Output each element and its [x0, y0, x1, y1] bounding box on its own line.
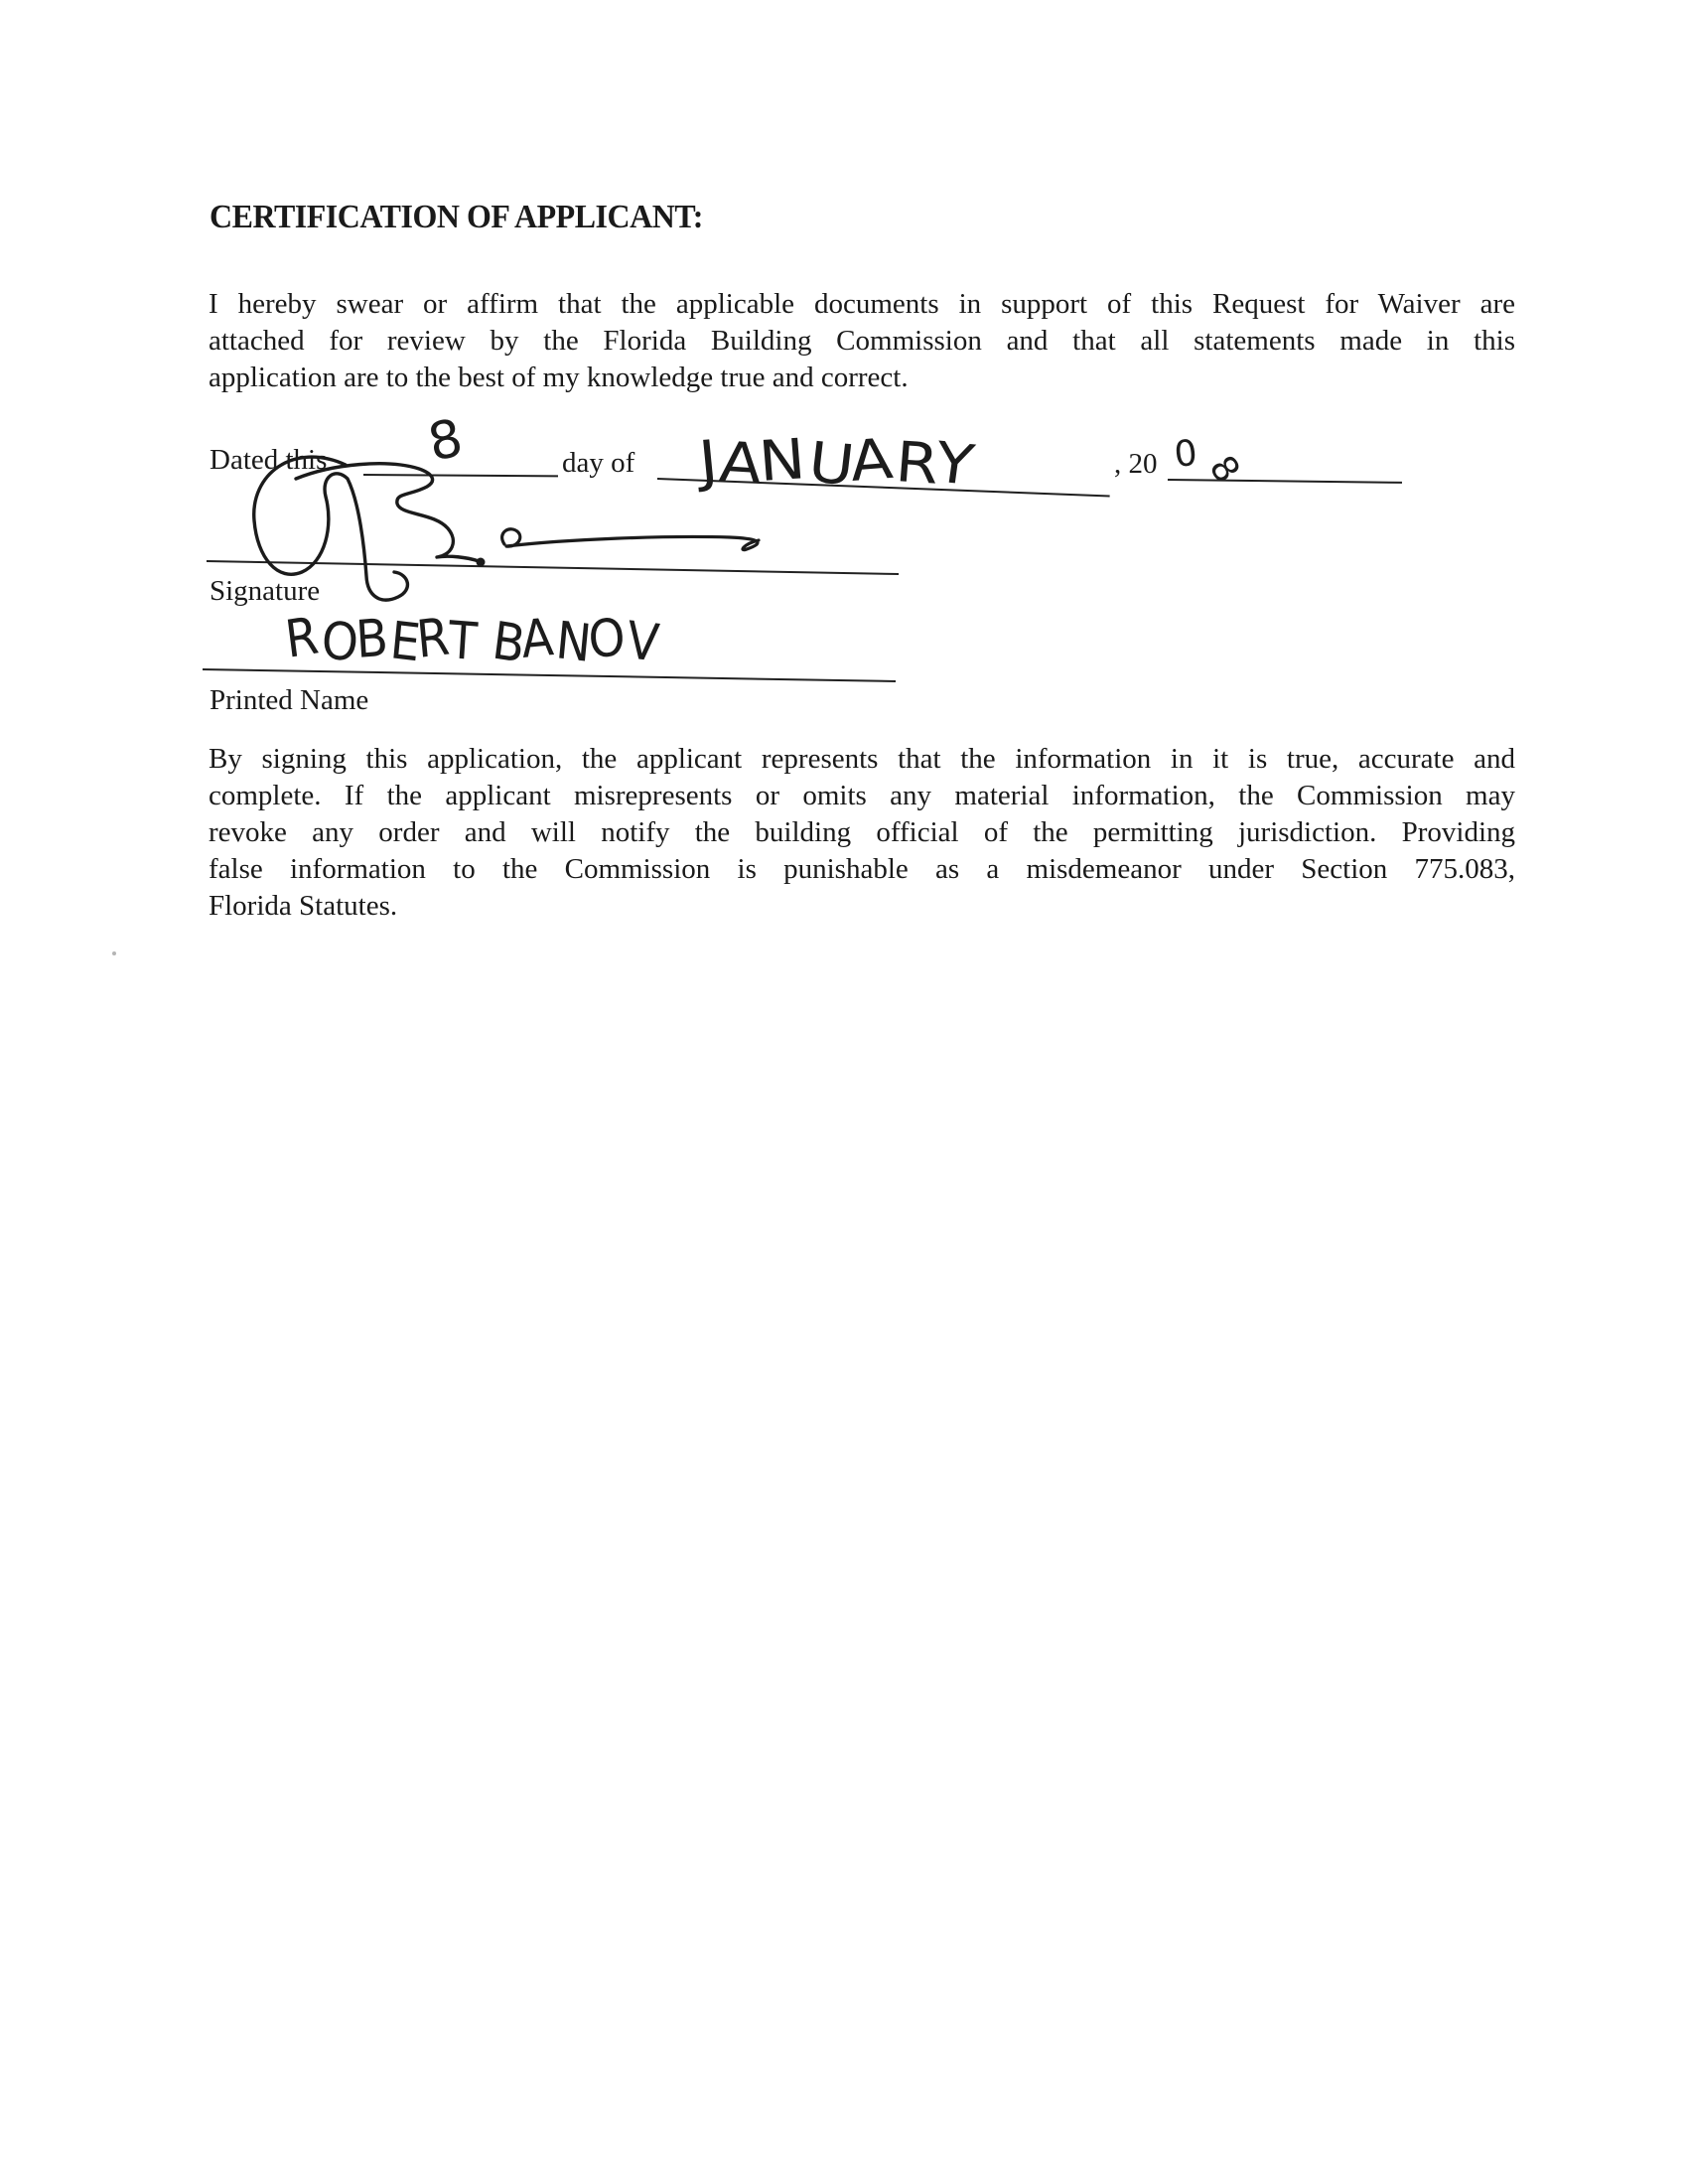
- svg-text:08: 08: [1172, 431, 1253, 492]
- legal-paragraph-line-2: complete. If the applicant misrepresents or omits any material information, the Commission may: [209, 780, 1515, 811]
- printed-name-label: Printed Name: [210, 684, 369, 716]
- legal-paragraph-line-1: By signing this application, the applicant represents that the information in it is true, accurate and: [209, 743, 1515, 775]
- scan-artifact-dot: [112, 951, 116, 955]
- signature-ink-blob: [477, 558, 486, 567]
- dated-this-label: Dated this: [210, 444, 328, 476]
- affirmation-paragraph-line-3: application are to the best of my knowledge true and correct.: [209, 362, 909, 393]
- legal-paragraph-line-3: revoke any order and will notify the building official of the permitting jurisdiction. Providing: [209, 816, 1515, 848]
- handwritten-printed-name: ROBERT BANOV: [281, 606, 666, 675]
- signature-scrawl-flourish: [502, 529, 759, 550]
- legal-paragraph-line-4: false information to the Commission is punishable as a misdemeanor under Section 775.083,: [209, 853, 1515, 885]
- affirmation-paragraph-line-2: attached for review by the Florida Building Commission and that all statements made in this: [209, 325, 1515, 357]
- signature-label: Signature: [210, 575, 321, 607]
- year-prefix-label: , 20: [1114, 448, 1158, 480]
- svg-text:JANUARY: JANUARY: [696, 426, 974, 500]
- day-of-label: day of: [562, 447, 635, 479]
- printed-name-line: [203, 669, 896, 681]
- svg-text:8: 8: [423, 408, 469, 474]
- affirmation-paragraph-line-1: I hereby swear or affirm that the applicable documents in support of this Request for Waiver are: [209, 288, 1515, 320]
- legal-paragraph-line-5: Florida Statutes.: [209, 890, 398, 922]
- section-title: CERTIFICATION OF APPLICANT:: [210, 199, 703, 235]
